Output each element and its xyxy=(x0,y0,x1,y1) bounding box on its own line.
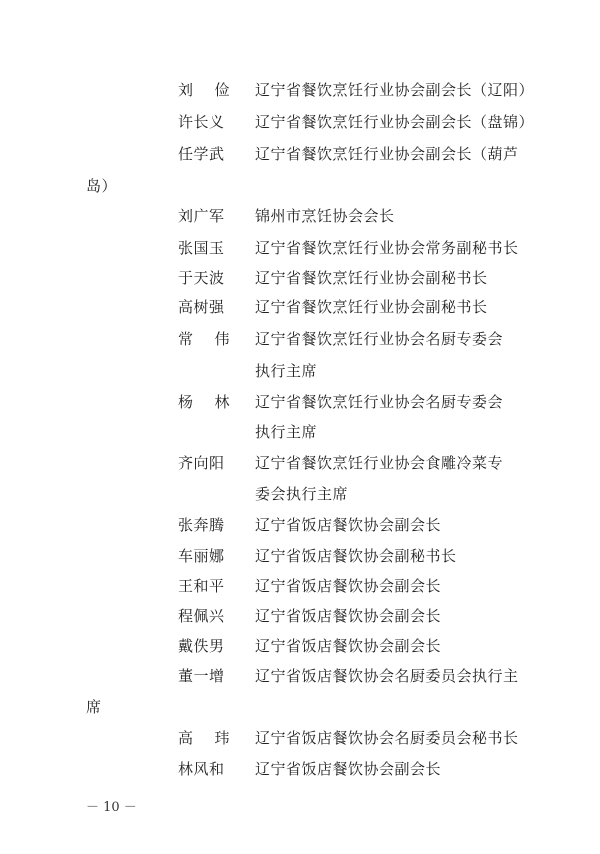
name-char: 高 xyxy=(178,729,194,747)
member-title: 辽宁省餐饮烹饪行业协会名厨专委会 xyxy=(255,393,504,411)
member-name xyxy=(178,728,230,748)
member-title: 辽宁省餐饮烹饪行业协会副会长（葫芦 xyxy=(255,145,519,163)
member-title: 辽宁省餐饮烹饪行业协会副会长（盘锦） xyxy=(255,113,535,131)
member-name: 车丽娜 xyxy=(178,547,225,565)
member-title: 辽宁省饭店餐饮协会副会长 xyxy=(255,607,442,625)
member-name: 高树强 xyxy=(178,298,225,316)
member-title: 辽宁省饭店餐饮协会副会长 xyxy=(255,516,442,534)
member-title-cont: 执行主席 xyxy=(255,362,318,380)
member-name: 张奔腾 xyxy=(178,516,225,534)
member-title: 辽宁省餐饮烹饪行业协会常务副秘书长 xyxy=(255,239,519,257)
member-name xyxy=(178,80,230,100)
member-title: 辽宁省餐饮烹饪行业协会副秘书长 xyxy=(255,269,488,287)
member-name xyxy=(178,329,230,349)
member-title: 辽宁省饭店餐饮协会名厨委员会秘书长 xyxy=(255,729,519,747)
member-name: 董一增 xyxy=(178,667,225,685)
member-title-cont: 执行主席 xyxy=(255,423,318,441)
member-name: 程佩兴 xyxy=(178,607,225,625)
member-title: 辽宁省饭店餐饮协会名厨委员会执行主 xyxy=(255,667,519,685)
member-name: 王和平 xyxy=(178,577,225,595)
member-title: 辽宁省餐饮烹饪行业协会副会长（辽阳） xyxy=(255,81,535,99)
member-name: 林风和 xyxy=(178,760,225,778)
member-title: 辽宁省餐饮烹饪行业协会名厨专委会 xyxy=(255,330,504,348)
member-name xyxy=(178,392,230,412)
member-title: 锦州市烹饪协会会长 xyxy=(255,207,395,225)
member-name: 于天波 xyxy=(178,269,225,287)
member-title-cont: 委会执行主席 xyxy=(255,485,349,503)
name-char: 林 xyxy=(214,393,230,411)
member-title-wrap: 岛） xyxy=(86,177,118,195)
member-name: 任学武 xyxy=(178,145,225,163)
member-name: 戴佚男 xyxy=(178,637,225,655)
name-char: 刘 xyxy=(178,81,194,99)
member-name: 齐向阳 xyxy=(178,454,225,472)
member-title: 辽宁省饭店餐饮协会副会长 xyxy=(255,577,442,595)
name-char: 俭 xyxy=(214,81,230,99)
member-title: 辽宁省餐饮烹饪行业协会食雕冷菜专 xyxy=(255,454,504,472)
member-title: 辽宁省饭店餐饮协会副会长 xyxy=(255,637,442,655)
member-title: 辽宁省餐饮烹饪行业协会副秘书长 xyxy=(255,298,488,316)
name-char: 杨 xyxy=(178,393,194,411)
member-name: 许长义 xyxy=(178,113,225,131)
member-name: 张国玉 xyxy=(178,239,225,257)
page-number: － 10 － xyxy=(86,800,137,815)
name-char: 常 xyxy=(178,330,194,348)
name-char: 玮 xyxy=(214,729,230,747)
name-char: 伟 xyxy=(214,330,230,348)
member-title-wrap: 席 xyxy=(86,698,102,716)
member-name: 刘广军 xyxy=(178,207,225,225)
member-title: 辽宁省饭店餐饮协会副秘书长 xyxy=(255,547,457,565)
member-title: 辽宁省饭店餐饮协会副会长 xyxy=(255,760,442,778)
